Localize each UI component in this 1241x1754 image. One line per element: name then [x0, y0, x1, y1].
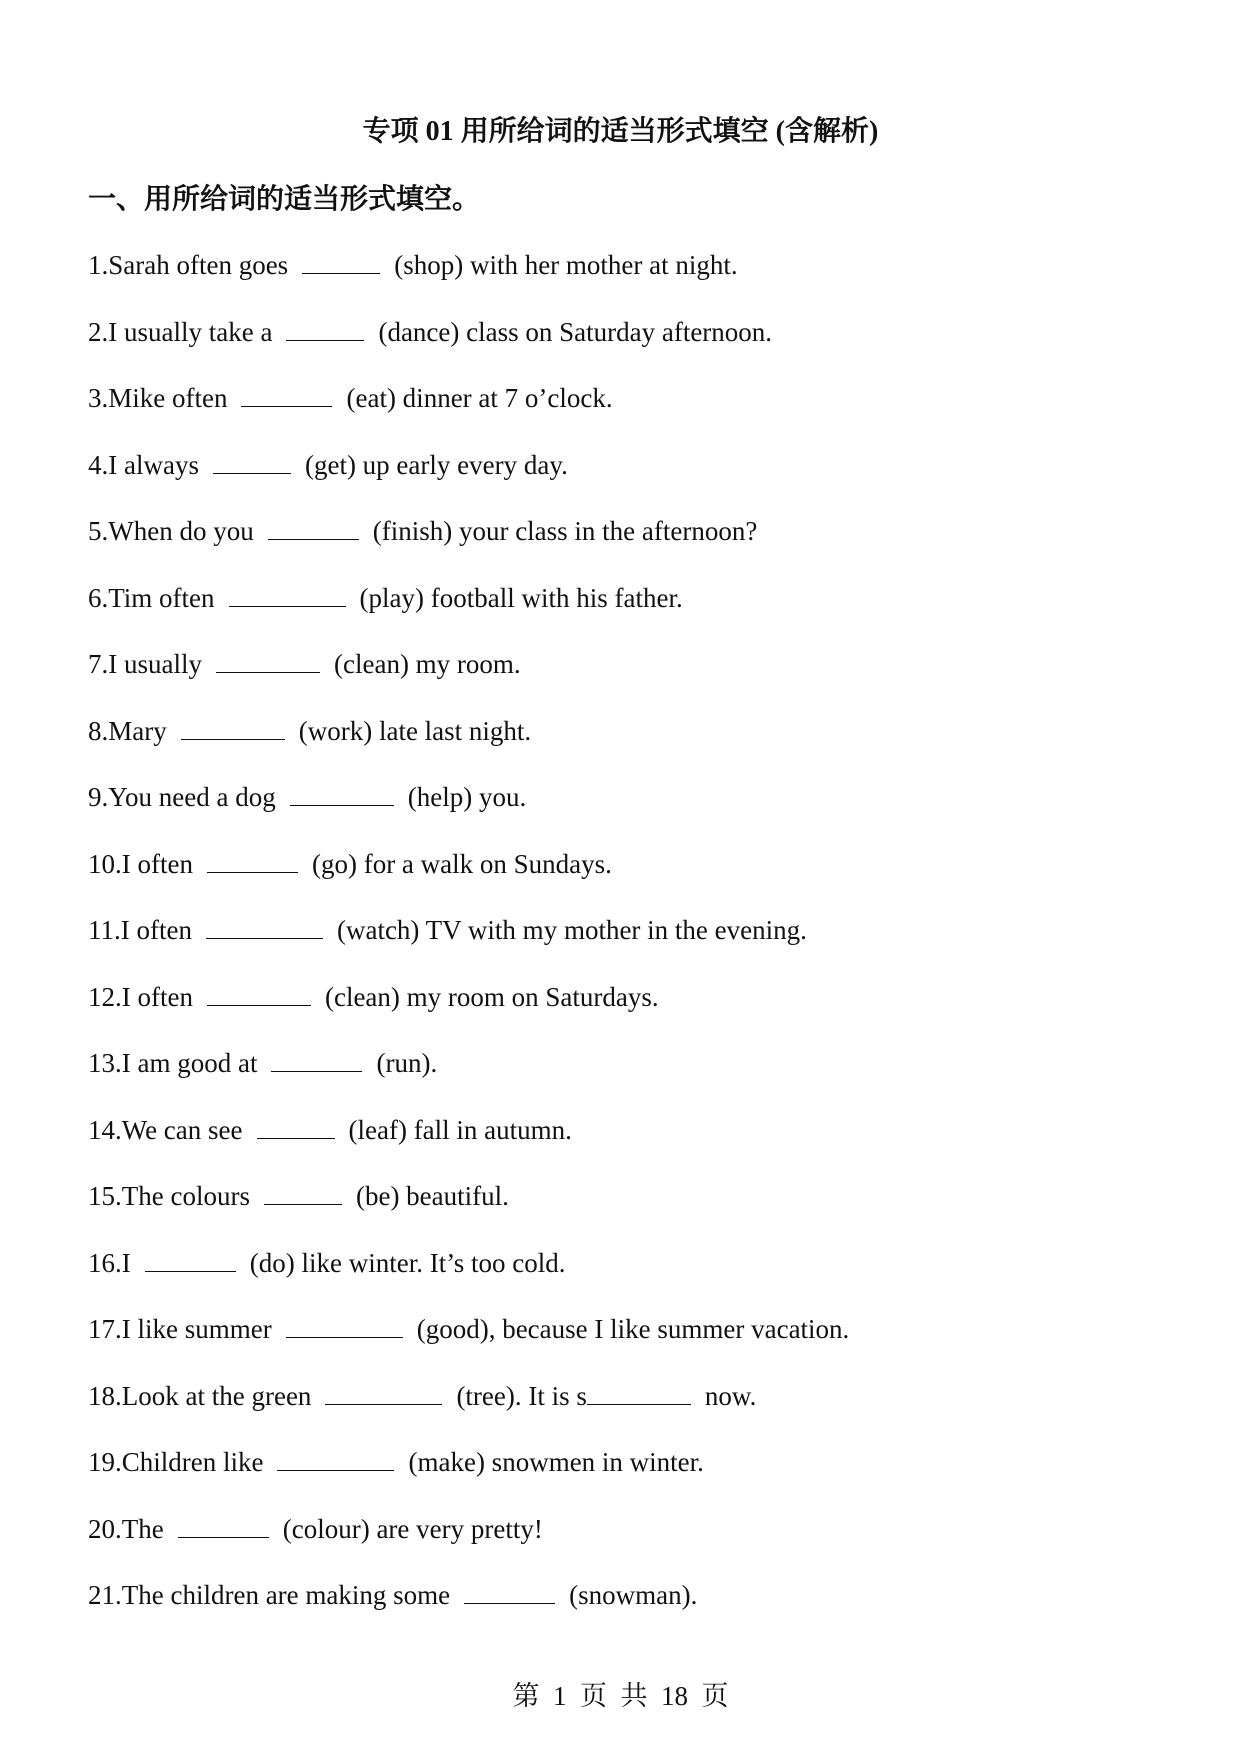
- question-hint: (tree). It is s: [456, 1380, 587, 1411]
- question-text: 20.The: [88, 1513, 164, 1544]
- question-text: 8.Mary: [88, 715, 167, 746]
- question-hint: (run).: [376, 1048, 438, 1078]
- question-hint: (help) you.: [407, 782, 527, 812]
- question-text: 6.Tim often: [88, 582, 215, 613]
- question-item: [88, 511, 1168, 578]
- question-text: 18.Look at the green: [88, 1380, 312, 1411]
- question-hint: (eat) dinner at 7 o’clock.: [346, 383, 613, 413]
- question-text: 19.Children like: [88, 1447, 264, 1477]
- question-hint: (snowman).: [569, 1580, 698, 1610]
- answer-blank[interactable]: [277, 1444, 394, 1471]
- question-item: [88, 1509, 1168, 1576]
- document-title: 专项 01 用所给词的适当形式填空 (含解析): [362, 116, 879, 147]
- question-item: [88, 1575, 1168, 1642]
- question-hint: (colour) are very pretty!: [282, 1513, 543, 1544]
- answer-blank[interactable]: [271, 1045, 362, 1072]
- question-item: [88, 445, 1168, 512]
- question-item: [88, 1243, 1168, 1310]
- answer-blank[interactable]: [587, 1378, 691, 1405]
- question-item: [88, 977, 1168, 1044]
- question-text: 16.I: [88, 1247, 131, 1278]
- question-item: [88, 711, 1168, 778]
- answer-blank[interactable]: [286, 314, 364, 341]
- question-text: 11.I often: [88, 915, 192, 945]
- answer-blank[interactable]: [268, 513, 359, 540]
- question-item: [88, 1376, 1168, 1443]
- question-hint: (do) like winter. It’s too cold.: [249, 1247, 566, 1278]
- question-text: 13.I am good at: [88, 1048, 258, 1078]
- question-item: [88, 1442, 1168, 1509]
- page-footer: 第 1 页 共 18 页: [512, 1681, 729, 1711]
- answer-blank[interactable]: [207, 979, 311, 1006]
- question-text: 3.Mike often: [88, 383, 228, 413]
- question-item: [88, 910, 1168, 977]
- question-item: [88, 1110, 1168, 1177]
- question-text: 10.I often: [88, 848, 193, 879]
- question-item: [88, 1309, 1168, 1376]
- answer-blank[interactable]: [145, 1245, 236, 1272]
- question-item: [88, 1043, 1168, 1110]
- answer-blank[interactable]: [178, 1511, 269, 1538]
- question-hint: (leaf) fall in autumn.: [348, 1114, 572, 1145]
- question-item: [88, 378, 1168, 445]
- question-hint: (good), because I like summer vacation.: [416, 1314, 850, 1344]
- answer-blank[interactable]: [241, 380, 332, 407]
- answer-blank[interactable]: [257, 1112, 335, 1139]
- question-hint: (go) for a walk on Sundays.: [311, 848, 612, 879]
- question-hint: (work) late last night.: [298, 715, 532, 746]
- answer-blank[interactable]: [206, 912, 323, 939]
- question-hint: (watch) TV with my mother in the evening.: [336, 915, 807, 945]
- answer-blank[interactable]: [464, 1577, 555, 1604]
- question-item: [88, 777, 1168, 844]
- question-item: [88, 844, 1168, 911]
- question-text: 2.I usually take a: [88, 316, 273, 347]
- question-hint: (get) up early every day.: [304, 449, 568, 480]
- question-text: 9.You need a dog: [88, 782, 276, 812]
- question-text: 7.I usually: [88, 649, 202, 679]
- question-item: [88, 644, 1168, 711]
- question-hint: (finish) your class in the afternoon?: [372, 516, 758, 546]
- question-hint: (be) beautiful.: [355, 1181, 509, 1211]
- answer-blank[interactable]: [290, 779, 394, 806]
- question-text: 4.I always: [88, 449, 199, 480]
- question-text: now.: [704, 1380, 757, 1411]
- question-text: 1.Sarah often goes: [88, 250, 289, 280]
- question-text: 5.When do you: [88, 516, 254, 546]
- answer-blank[interactable]: [325, 1378, 442, 1405]
- question-hint: (shop) with her mother at night.: [394, 250, 738, 280]
- answer-blank[interactable]: [302, 247, 380, 274]
- question-hint: (clean) my room.: [334, 649, 521, 679]
- question-list: [88, 245, 1168, 1642]
- answer-blank[interactable]: [213, 447, 291, 474]
- question-item: [88, 312, 1168, 379]
- question-hint: (play) football with his father.: [359, 582, 683, 613]
- answer-blank[interactable]: [207, 846, 298, 873]
- section-heading: 一、用所给词的适当形式填空。: [88, 184, 481, 215]
- question-text: 21.The children are making some: [88, 1580, 451, 1610]
- answer-blank[interactable]: [216, 646, 320, 673]
- answer-blank[interactable]: [264, 1178, 342, 1205]
- question-item: [88, 245, 1168, 312]
- question-text: 17.I like summer: [88, 1314, 272, 1344]
- question-item: [88, 578, 1168, 645]
- question-text: 15.The colours: [88, 1181, 250, 1211]
- answer-blank[interactable]: [181, 713, 285, 740]
- question-text: 14.We can see: [88, 1114, 243, 1145]
- question-hint: (make) snowmen in winter.: [408, 1447, 704, 1477]
- answer-blank[interactable]: [229, 580, 346, 607]
- question-hint: (dance) class on Saturday afternoon.: [378, 316, 773, 347]
- question-item: [88, 1176, 1168, 1243]
- question-hint: (clean) my room on Saturdays.: [324, 981, 659, 1012]
- question-text: 12.I often: [88, 981, 193, 1012]
- answer-blank[interactable]: [286, 1311, 403, 1338]
